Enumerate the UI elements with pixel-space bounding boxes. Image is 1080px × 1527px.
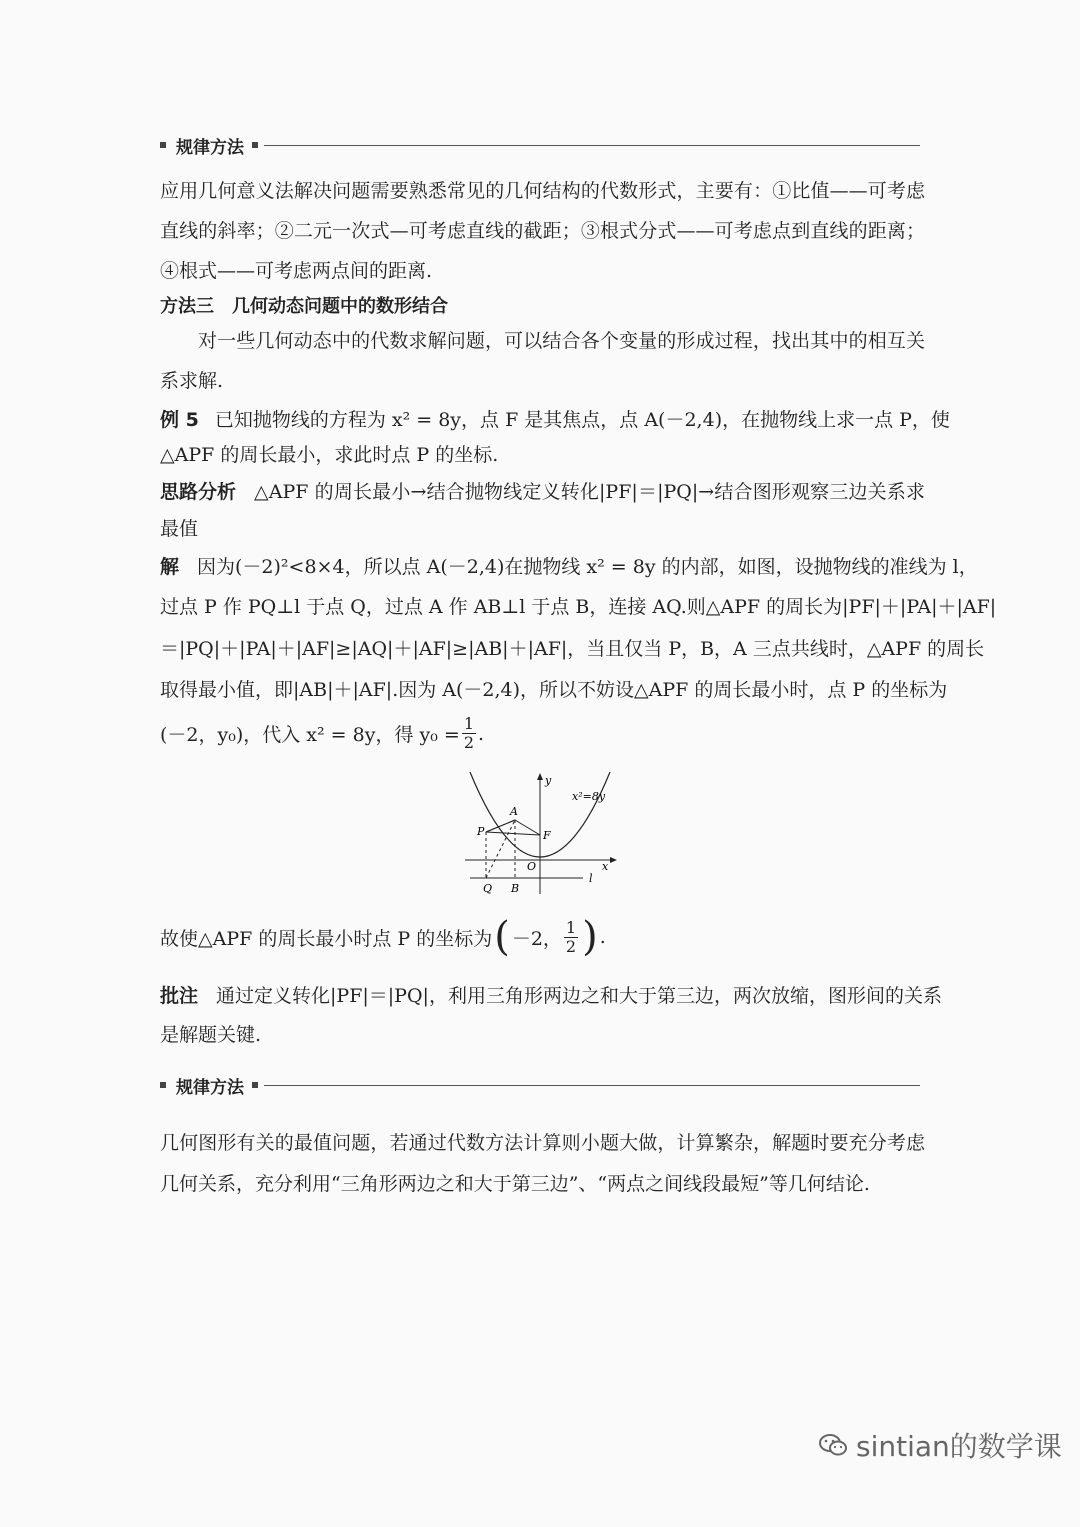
conclusion-fraction xyxy=(564,919,578,956)
solution-last-suffix: . xyxy=(478,722,485,745)
conclusion-suffix: . xyxy=(599,926,606,948)
method-summary2-line-1: 几何图形有关的最值问题，若通过代数方法计算则小题大做，计算繁杂，解题时要充分考虑 xyxy=(160,1132,925,1154)
solution xyxy=(160,552,978,579)
watermark xyxy=(818,1425,1062,1465)
analysis-label: 思路分析 xyxy=(160,481,237,503)
solution-line-5 xyxy=(160,715,925,752)
note-label: 批注 xyxy=(160,985,199,1007)
right-paren-icon: ) xyxy=(582,914,598,960)
method3-title: 方法三 几何动态问题中的数形结合 xyxy=(160,296,448,317)
label-a: A xyxy=(510,805,518,818)
fraction-denominator: 2 xyxy=(565,936,577,956)
solution-last-prefix: (－2，y₀)，代入 x² = 8y，得 y₀ = xyxy=(160,724,460,746)
label-x: x xyxy=(602,860,609,873)
bullet-square-icon xyxy=(160,142,166,148)
label-f: F xyxy=(543,829,551,842)
watermark-text: sintian的数学课 xyxy=(856,1430,1062,1463)
fraction-numerator: 1 xyxy=(463,714,474,733)
method-summary2-line-2: 几何关系，充分利用“三角形两边之和大于第三边”、“两点之间线段最短”等几何结论. xyxy=(160,1173,870,1195)
example-line-1: 已知抛物线的方程为 x² = 8y，点 F 是其焦点，点 A(－2,4)，在抛物线上求一点 P，使 xyxy=(214,409,950,431)
section-header-rules xyxy=(160,132,920,158)
example-line-2: △APF 的周长最小，求此时点 P 的坐标. xyxy=(160,444,499,466)
section-divider xyxy=(264,1085,920,1086)
bullet-square-icon xyxy=(252,1082,258,1088)
fraction-numerator: 1 xyxy=(565,917,577,937)
triangle-apf xyxy=(486,820,540,835)
bullet-square-icon xyxy=(252,142,258,148)
left-paren-icon: ( xyxy=(494,914,510,960)
x-axis-arrow-icon xyxy=(610,857,617,863)
conclusion-prefix: 故使△APF 的周长最小时点 P 的坐标为 xyxy=(160,927,493,950)
example-5 xyxy=(160,405,950,432)
conclusion xyxy=(160,916,925,958)
label-b: B xyxy=(511,882,520,895)
conclusion-coord-x: －2， xyxy=(511,927,562,950)
bullet-square-icon xyxy=(160,1082,166,1088)
equation-label: x²=8y xyxy=(572,790,606,803)
method-summary-line-3: ④根式——可考虑两点间的距离. xyxy=(160,260,433,282)
section-title: 规律方法 xyxy=(176,137,244,158)
segment-aq xyxy=(486,820,515,878)
label-l: l xyxy=(589,872,593,885)
note-line-1: 通过定义转化|PF|＝|PQ|，利用三角形两边之和大于第三边，两次放缩，图形间的关系 xyxy=(216,985,942,1007)
solution-line-3: ＝|PQ|＋|PA|＋|AF|≥|AQ|＋|AF|≥|AB|＋|AF|，当且仅当 P，B，A 三点共线时，△APF 的周长 xyxy=(160,638,985,660)
fraction xyxy=(462,715,476,752)
method-summary-line-2: 直线的斜率；②二元一次式—可考虑直线的截距；③根式分式——可考虑点到直线的距离； xyxy=(160,220,925,242)
method3-intro-line-1: 对一些几何动态中的代数求解问题，可以结合各个变量的形成过程，找出其中的相互关 xyxy=(198,330,925,352)
analysis-line-2: 最值 xyxy=(160,518,199,540)
solution-line-4: 取得最小值，即|AB|＋|AF|.因为 A(－2,4)，所以不妨设△APF 的周长最小时，点 P 的坐标为 xyxy=(160,679,948,701)
analysis-line-1: △APF 的周长最小→结合抛物线定义转化|PF|＝|PQ|→结合图形观察三边关系求 xyxy=(254,481,925,503)
section-title: 规律方法 xyxy=(176,1077,244,1098)
analysis xyxy=(160,477,925,504)
label-p: P xyxy=(477,825,485,838)
note xyxy=(160,981,942,1008)
label-o: O xyxy=(527,860,537,873)
parabola-figure xyxy=(465,772,620,897)
section-divider xyxy=(264,145,920,146)
section-header-rules-2 xyxy=(160,1072,920,1098)
fraction-denominator: 2 xyxy=(463,733,474,752)
wechat-icon xyxy=(818,1432,848,1458)
label-y: y xyxy=(545,774,552,787)
solution-line-1: 因为(－2)²<8×4，所以点 A(－2,4)在抛物线 x² = 8y 的内部，如图，设抛物线的准线为 l， xyxy=(197,556,978,578)
y-axis-arrow-icon xyxy=(537,773,543,780)
example-label: 例 5 xyxy=(160,409,199,431)
method3-intro-line-2: 系求解. xyxy=(160,370,224,392)
label-q: Q xyxy=(483,882,493,895)
solution-label: 解 xyxy=(160,556,180,578)
note-line-2: 是解题关键. xyxy=(160,1024,262,1046)
solution-line-2: 过点 P 作 PQ⊥l 于点 Q，过点 A 作 AB⊥l 于点 B，连接 AQ.则△APF 的周长为|PF|＋|PA|＋|AF| xyxy=(160,596,997,618)
method-summary-line-1: 应用几何意义法解决问题需要熟悉常见的几何结构的代数形式，主要有：①比值——可考虑 xyxy=(160,180,925,202)
